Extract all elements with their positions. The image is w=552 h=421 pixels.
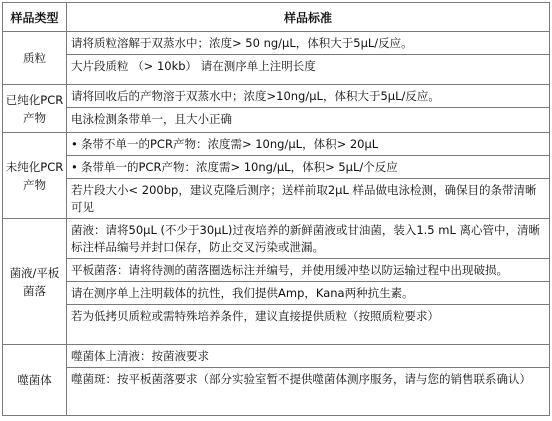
table-body (3, 32, 550, 416)
table-row (3, 133, 550, 219)
standard-line-text: 菌液：请将50μL (不少于30μL)过夜培养的新鲜菌液或甘油菌，装入1.5 mL 离心管中，清晰标注样品编号并封口保存，防止交叉污染或泄漏。 (71, 223, 541, 254)
standard-line-text: 请在测序单上注明载体的抗性，我们提供Amp，Kana两种抗生素。 (71, 286, 414, 300)
standard-line (67, 133, 549, 156)
standard-line (67, 108, 549, 130)
standard-line-text: 大片段质粒 （> 10kb） 请在测序单上注明长度 (71, 59, 316, 73)
standard-line (67, 345, 549, 368)
sample-standard-cell (67, 85, 550, 133)
sample-type-cell: 噬菌体 (3, 345, 67, 416)
sample-requirements-page (2, 2, 549, 418)
standard-line-text: 平板菌落：请将待测的菌落圈选标注并编号，并使用缓冲垫以防运输过程中出现破损。 (71, 263, 508, 277)
sample-standard-table (2, 2, 550, 416)
table-header-row (3, 3, 550, 32)
standard-line (67, 368, 549, 390)
standard-line-text: 噬菌体上清液：按菌液要求 (71, 349, 209, 363)
standard-line-text: 条带单一的PCR产物：浓度需> 10ng/μL，体积> 5μL/个反应 (81, 160, 398, 174)
header-sample-standard: 样品标准 (67, 3, 550, 32)
table-row (3, 32, 550, 85)
standard-line (67, 32, 549, 55)
standard-line (67, 305, 549, 327)
standard-line (67, 282, 549, 305)
sample-type-cell: 质粒 (3, 32, 67, 85)
table-row (3, 85, 550, 133)
bullet-icon: • (71, 137, 78, 151)
standard-line-text: 若为低拷贝质粒或需特殊培养条件，建议直接提供质粒（按照质粒要求） (71, 309, 439, 323)
standard-line-text: 请将回收后的产物溶于双蒸水中；浓度>10ng/μL，体积大于5μL/反应。 (71, 89, 440, 103)
sample-standard-cell (67, 219, 550, 345)
sample-standard-cell (67, 345, 550, 416)
standard-line (67, 259, 549, 282)
standard-line-text: 电泳检测条带单一，且大小正确 (71, 112, 232, 126)
sample-type-cell: 已纯化PCR产物 (3, 85, 67, 133)
standard-line (67, 219, 549, 259)
sample-standard-cell (67, 133, 550, 219)
standard-line (67, 85, 549, 108)
standard-line-text: 噬菌斑：按平板菌落要求（部分实验室暂不提供噬菌体测序服务，请与您的销售联系确认） (71, 372, 531, 386)
standard-line-text: 若片段大小< 200bp，建议克隆后测序；送样前取2μL 样品做电泳检测，确保目的条带清晰可见 (71, 183, 537, 214)
sample-type-cell: 菌液/平板菌落 (3, 219, 67, 345)
standard-line-text: 请将质粒溶解于双蒸水中；浓度> 50 ng/μL，体积大于5μL/反应。 (71, 36, 413, 50)
table-row (3, 345, 550, 416)
standard-line (67, 179, 549, 218)
table-row (3, 219, 550, 345)
sample-standard-cell (67, 32, 550, 85)
standard-line (67, 55, 549, 77)
standard-line-text: 条带不单一的PCR产物：浓度需> 10ng/μL，体积> 20μL (81, 137, 379, 151)
sample-type-cell: 未纯化PCR产物 (3, 133, 67, 219)
header-sample-type: 样品类型 (3, 3, 67, 32)
bullet-icon: • (71, 160, 78, 174)
standard-line (67, 156, 549, 179)
